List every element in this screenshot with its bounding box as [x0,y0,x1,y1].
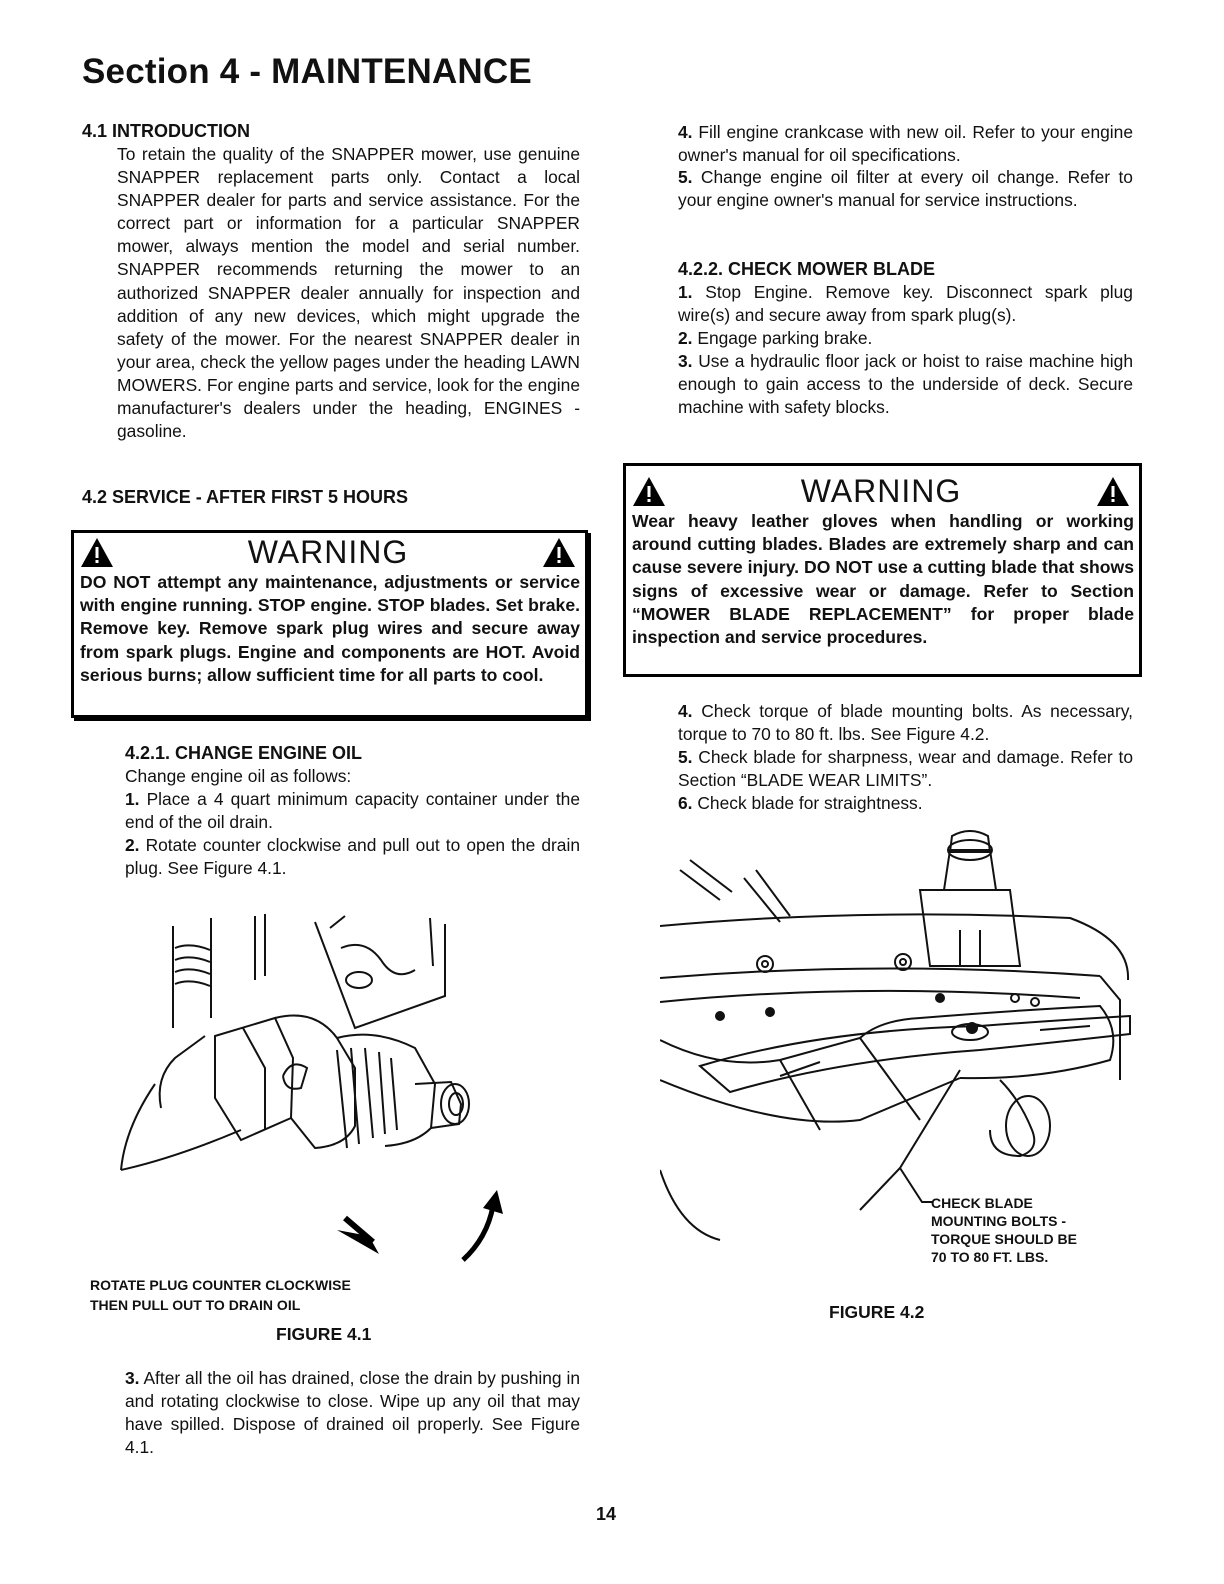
figure-4-2-callout-line-2: MOUNTING BOLTS - [931,1213,1067,1229]
step-text: Change engine oil filter at every oil change. Refer to your engine owner's manual for service instructions. [678,167,1133,211]
blade-heading: 4.2.2. CHECK MOWER BLADE [678,259,936,279]
step-number: 4. [678,122,693,142]
warning-text: Wear heavy leather gloves when handling or working around cutting blades. Blades are extremely sharp and can cause severe injury. DO NOT use a cutting blade that shows signs of excessive wear or damage. Refer to Section “MOWER BLADE REPLACEMENT” for proper blade inspection and service procedures. [632,511,1134,648]
step-text: Stop Engine. Remove key. Disconnect spark plug wire(s) and secure away from spark plug(s). [678,282,1133,326]
step-text: Check blade for straightness. [697,793,923,813]
warning-header [632,472,1134,510]
warning-triangle-icon [632,475,666,507]
oil-intro: Change engine oil as follows: [125,766,352,786]
step-number: 5. [678,747,693,767]
page-title: Section 4 - MAINTENANCE [82,52,532,91]
figure-4-2-mower-deck-illustration [660,830,1140,1260]
blade-step-6 [678,792,1133,815]
step-number: 2. [125,835,140,855]
step-text: Engage parking brake. [697,328,873,348]
step-text: After all the oil has drained, close the drain by pushing in and rotating clockwise to close. Wipe up any oil that may have spilled. Dispose of drained oil properly. See Figure 4.1. [125,1368,581,1458]
figure-4-1-drain-plug-illustration [115,908,525,1276]
step-text: Rotate counter clockwise and pull out to open the drain plug. See Figure 4.1. [125,835,580,879]
warning-title: WARNING [800,473,962,509]
oil-step-5 [678,166,1133,212]
step-number: 1. [125,789,140,809]
oil-step-2 [125,834,580,880]
step-number: 5. [678,167,693,187]
warning-box-maintenance [71,530,588,718]
intro-text: To retain the quality of the SNAPPER mower, use genuine SNAPPER replacement parts only. Contact a local SNAPPER dealer for parts and service assistance. For the correct part or information for a particular SNAPPER mower, always mention the model and serial number. SNAPPER recommends returning the mower to an authorized SNAPPER dealer annually for inspection and addition of any new devices, which might upgrade the safety of the mower. For the nearest SNAPPER dealer in your area, check the yellow pages under the heading LAWN MOWERS. For engine parts and service, look for the engine manufacturer's dealers under the heading, ENGINES - gasoline. [117,144,581,442]
blade-step-1 [678,281,1133,327]
figure-4-2-callout-line-3: TORQUE SHOULD BE [931,1231,1077,1247]
intro-heading: 4.1 INTRODUCTION [82,121,251,141]
step-number: 4. [678,701,693,721]
step-text: Check blade for sharpness, wear and damage. Refer to Section “BLADE WEAR LIMITS”. [678,747,1133,791]
oil-step-1 [125,788,580,834]
warning-triangle-icon [80,536,114,568]
step-number: 6. [678,793,693,813]
blade-step-3 [678,350,1133,419]
step-number: 3. [678,351,693,371]
step-text: Check torque of blade mounting bolts. As necessary, torque to 70 to 80 ft. lbs. See Figure 4.2. [678,701,1133,745]
warning-triangle-icon [542,536,576,568]
step-text: Fill engine crankcase with new oil. Refer to your engine owner's manual for oil specifications. [678,122,1133,166]
figure-4-2-callout-line-1: CHECK BLADE [931,1195,1033,1211]
page-number: 14 [596,1504,617,1524]
figure-4-2-callout-line-4: 70 TO 80 FT. LBS. [931,1249,1049,1265]
blade-step-2 [678,327,1133,350]
step-number: 2. [678,328,693,348]
warning-box-blades [623,463,1142,677]
blade-step-4 [678,700,1133,746]
oil-step-3 [125,1367,580,1459]
step-number: 3. [125,1368,140,1388]
warning-header [80,533,580,571]
step-text: Use a hydraulic floor jack or hoist to raise machine high enough to gain access to the underside of deck. Secure machine with safety blocks. [678,351,1133,418]
step-text: Place a 4 quart minimum capacity container under the end of the oil drain. [125,789,580,833]
figure-4-1-label: FIGURE 4.1 [276,1324,372,1344]
service-heading: 4.2 SERVICE - AFTER FIRST 5 HOURS [82,487,409,507]
warning-text: DO NOT attempt any maintenance, adjustments or service with engine running. STOP engine. STOP blades. Set brake. Remove key. Remove spark plug wires and secure away from spark plugs. Engine and components are HOT. Avoid serious burns; allow sufficient time for all parts to cool. [80,572,580,685]
oil-heading: 4.2.1. CHANGE ENGINE OIL [125,743,363,763]
figure-4-1-caption-line-2: THEN PULL OUT TO DRAIN OIL [90,1297,301,1313]
step-number: 1. [678,282,693,302]
blade-step-5 [678,746,1133,792]
warning-triangle-icon [1096,475,1130,507]
oil-step-4 [678,121,1133,167]
warning-title: WARNING [247,534,409,570]
figure-4-2-label: FIGURE 4.2 [829,1302,925,1322]
figure-4-1-caption-line-1: ROTATE PLUG COUNTER CLOCKWISE [90,1277,351,1293]
